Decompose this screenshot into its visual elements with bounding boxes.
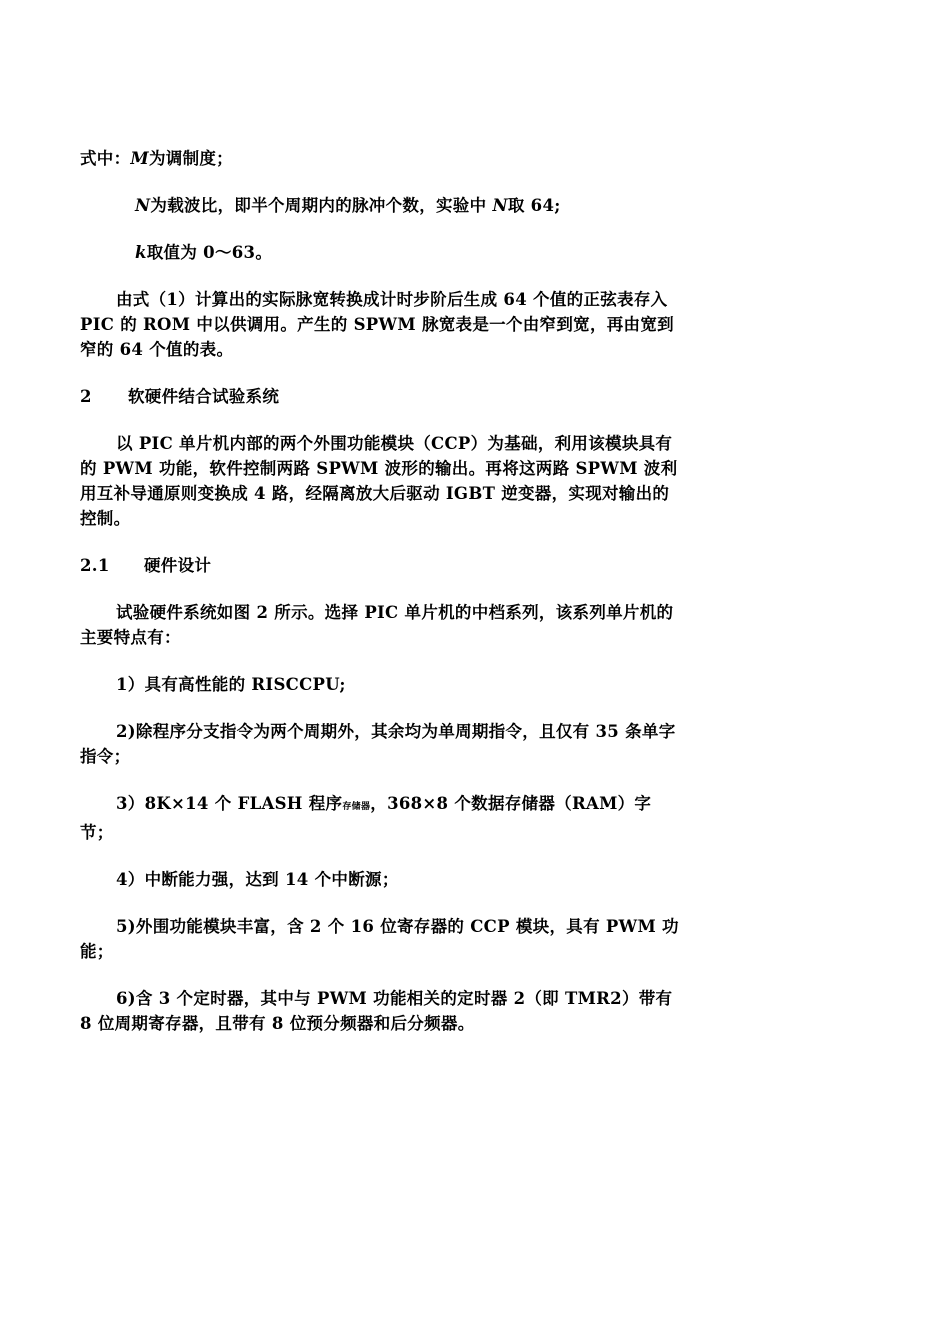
definition-n-text-2: 取 64; — [507, 196, 561, 215]
definition-n — [80, 193, 680, 218]
paragraph-sine-table: 由式（1）计算出的实际脉宽转换成计时步阶后生成 64 个值的正弦表存入 PIC 的 ROM 中以供调用。产生的 SPWM 脉宽表是一个由窄到宽，再由宽到窄的 64 个值的表。 — [80, 290, 674, 359]
section-heading-2 — [80, 384, 680, 409]
variable-n: N — [135, 196, 151, 215]
variable-m: M — [130, 149, 149, 168]
section-title: 软硬件结合试验系统 — [128, 387, 280, 406]
document-page — [80, 146, 680, 1036]
paragraph-hardware-intro: 试验硬件系统如图 2 所示。选择 PIC 单片机的中档系列，该系列单片机的主要特点有： — [80, 603, 674, 647]
feature-item-5: 5)外围功能模块丰富，含 2 个 16 位寄存器的 CCP 模块，具有 PWM 功能； — [80, 917, 679, 961]
section-number: 2 — [80, 387, 92, 406]
paragraph-system-overview: 以 PIC 单片机内部的两个外围功能模块（CCP）为基础，利用该模块具有的 PWM 功能，软件控制两路 SPWM 波形的输出。再将这两路 SPWM 波利用互补导通原则变换成 4 路，经隔离放大后驱动 IGBT 逆变器，实现对输出的控制。 — [80, 434, 678, 528]
definition-prefix: 式中： — [80, 149, 131, 168]
definition-k — [80, 240, 680, 265]
subsection-number: 2.1 — [80, 556, 110, 575]
feature-item-1: 1）具有高性能的 RISCCPU; — [116, 675, 346, 694]
definition-m — [80, 146, 680, 171]
variable-k: k — [135, 243, 147, 262]
variable-n-2: N — [492, 196, 508, 215]
subsection-title: 硬件设计 — [144, 556, 212, 575]
feature-item-6: 6)含 3 个定时器，其中与 PWM 功能相关的定时器 2（即 TMR2）带有 8 位周期寄存器，且带有 8 位预分频器和后分频器。 — [80, 989, 673, 1033]
definition-n-text: 为载波比，即半个周期内的脉冲个数，实验中 — [150, 196, 487, 215]
feature-3-text-a: 3）8K×14 个 FLASH 程序 — [116, 794, 343, 813]
feature-item-2: 2)除程序分支指令为两个周期外，其余均为单周期指令，且仅有 35 条单字指令； — [80, 722, 676, 766]
feature-item-3 — [80, 791, 680, 845]
feature-3-text-b: ，368×8 个数据存储器（RAM）字节； — [80, 794, 652, 842]
feature-item-4: 4）中断能力强，达到 14 个中断源； — [116, 870, 399, 889]
definition-k-text: 取值为 0～63。 — [146, 243, 273, 262]
section-heading-2-1 — [80, 553, 680, 578]
definition-m-text: 为调制度； — [148, 149, 233, 168]
feature-3-small-text: 存储器 — [342, 802, 371, 812]
